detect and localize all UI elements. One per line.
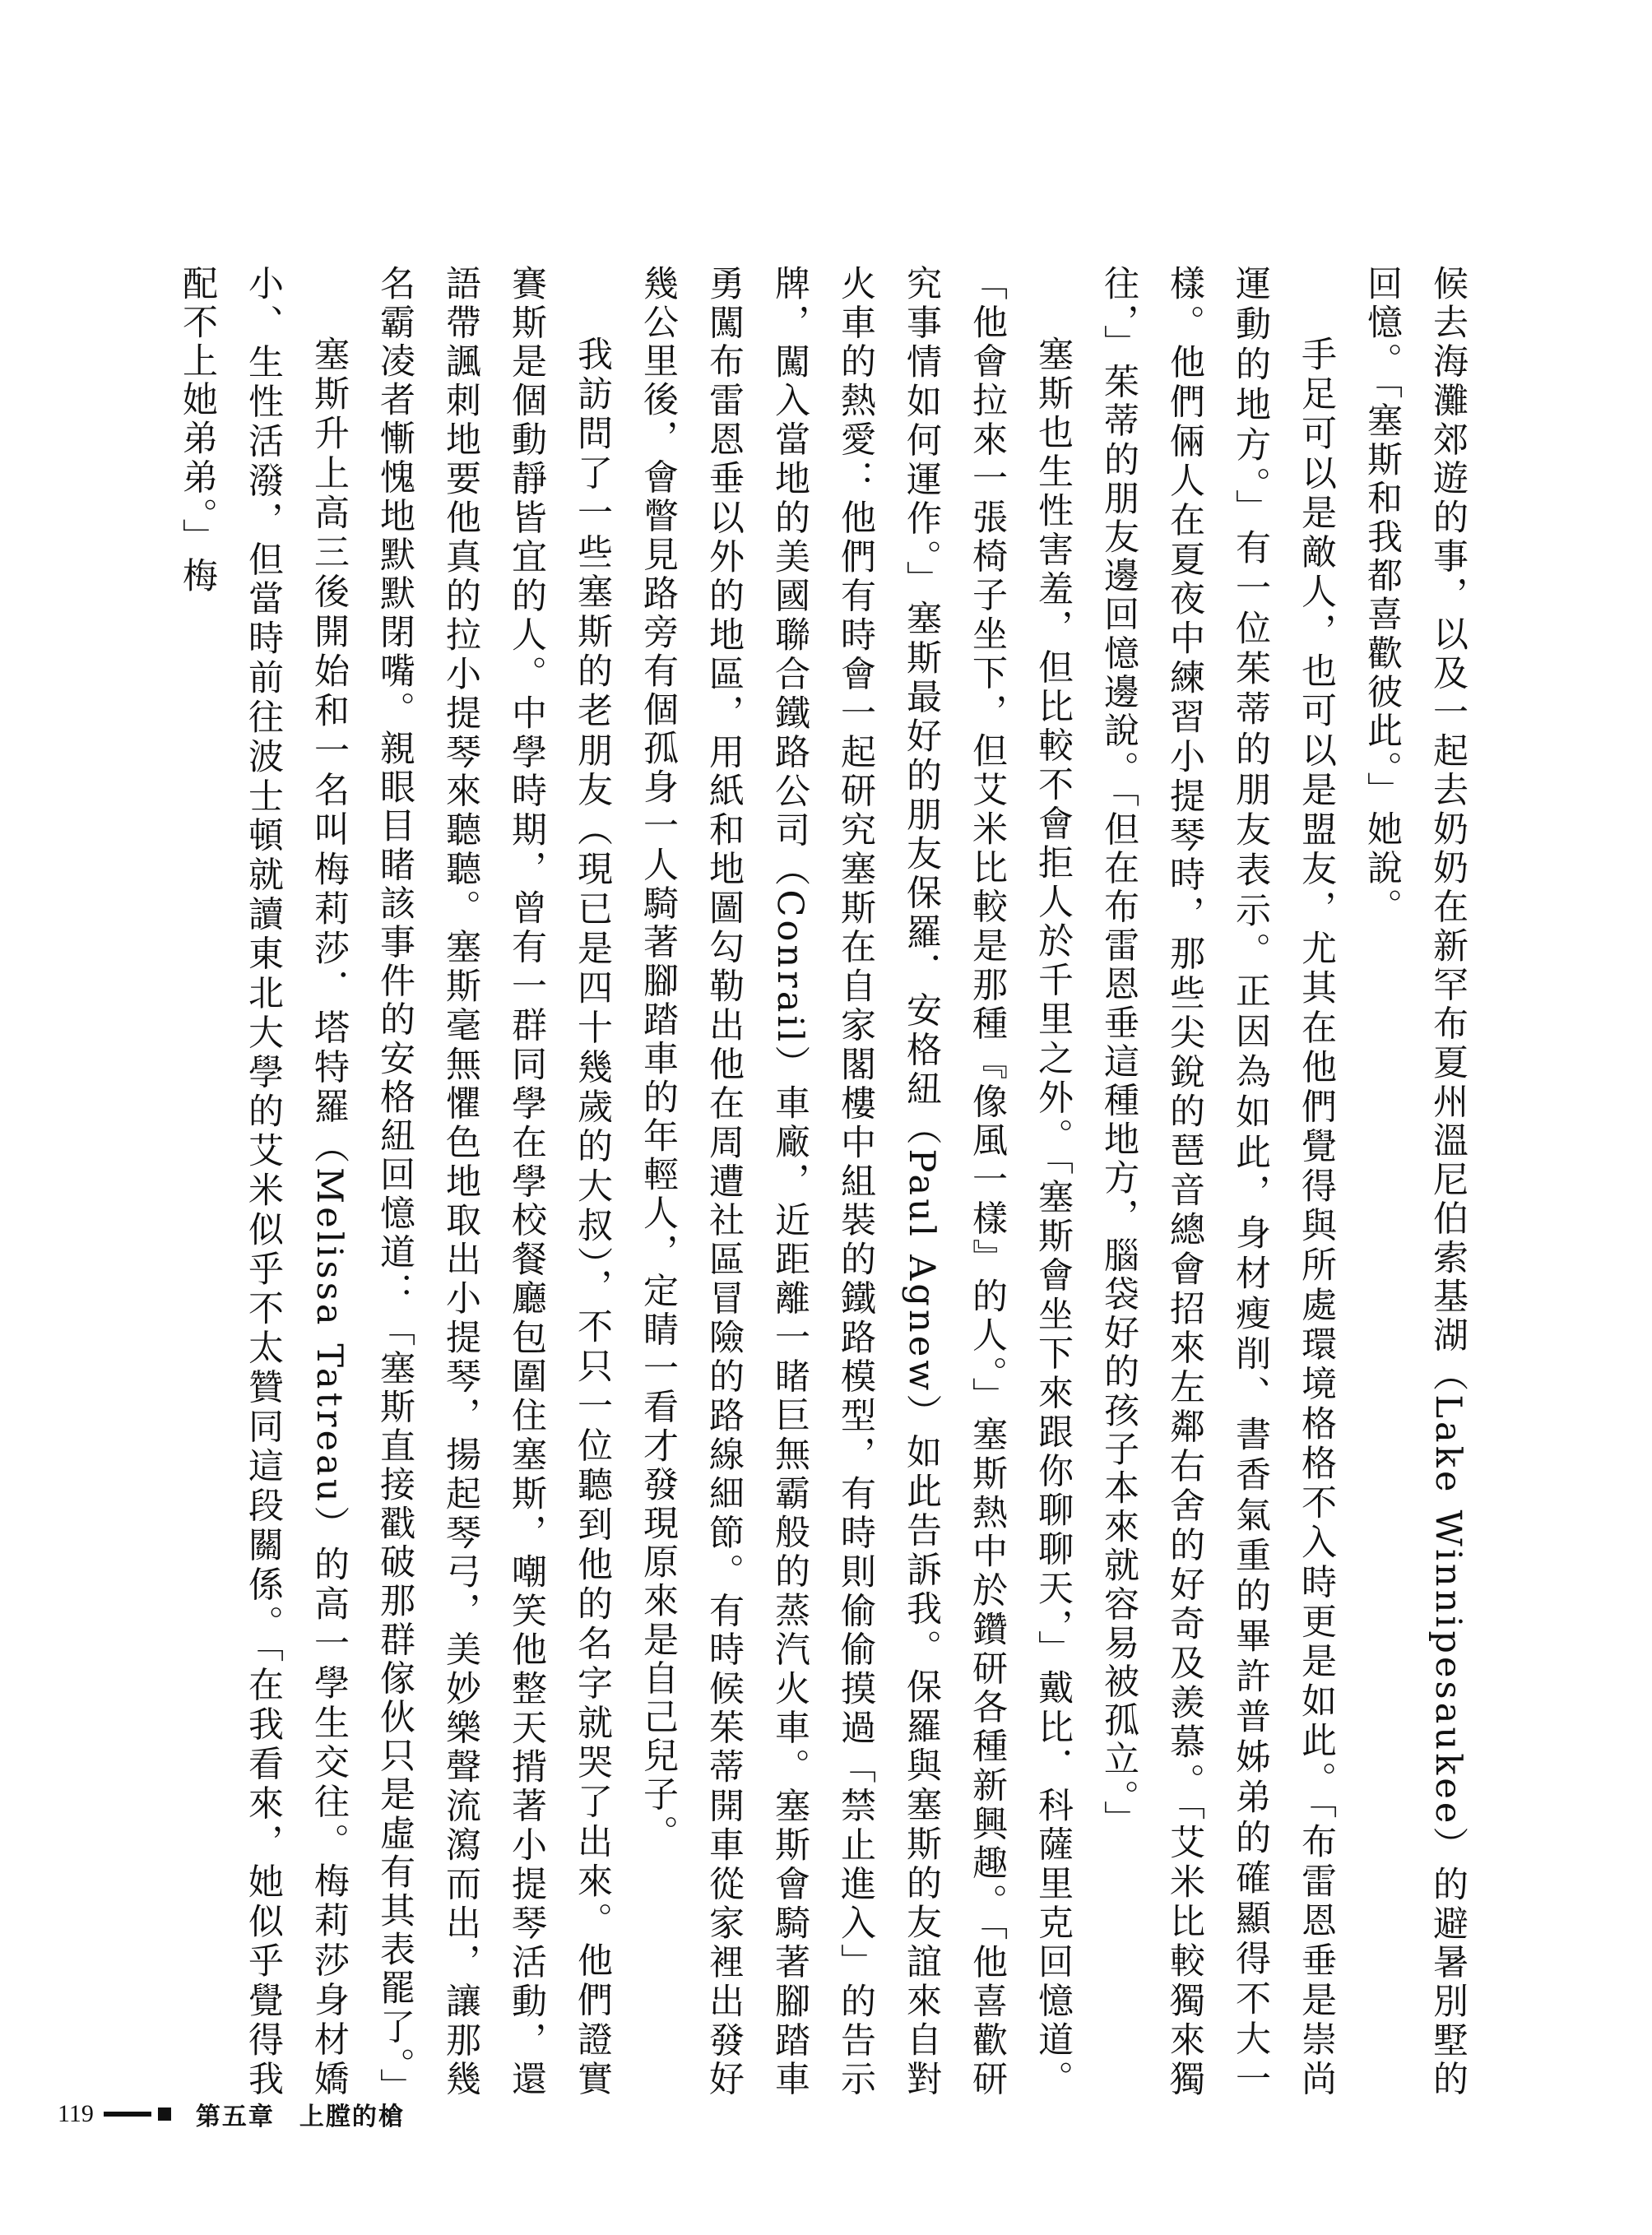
chapter-label: 第五章 — [195, 2103, 275, 2131]
paragraph-3: 塞斯也生性害羞，但比較不會拒人於千里之外。「塞斯會坐下來跟你聊聊天，」戴比．科薩里克回憶道。「他會拉來一張椅子坐下，但艾米比較是那種『像風一樣』的人。」塞斯熱中於鑽研各種新興趣。「他喜歡研究事情如何運作。」塞斯最好的朋友保羅．安格紐（Paul Agnew）如此告訴我。保羅與塞斯的友誼來自對火車的熱愛：他們有時會一起研究塞斯在自家閣樓中組裝的鐵路模型，有時則偷偷摸過「禁止進入」的告示牌，闖入當地的美國聯合鐵路公司（Conrail）車廠，近距離一睹巨無霸般的蒸汽火車。塞斯會騎著腳踏車勇闖布雷恩垂以外的地區，用紙和地圖勾勒出他在周遭社區冒險的路線細節。有時候茱蒂開車從家裡出發好幾公里後，會瞥見路旁有個孤身一人騎著腳踏車的年輕人，定睛一看才發現原來是自己兒子。 — [638, 265, 1074, 2099]
paragraph-4: 我訪問了一些塞斯的老朋友（現已是四十幾歲的大叔），不只一位聽到他的名字就哭了出來。他們證實賽斯是個動靜皆宜的人。中學時期，曾有一群同學在學校餐廳包圍住塞斯，嘲笑他整天揹著小提琴活動，還語帶諷刺地要他真的拉小提琴來聽聽。塞斯毫無懼色地取出小提琴，揚起琴弓，美妙樂聲流瀉而出，讓那幾名霸凌者慚愧地默默閉嘴。親眼目睹該事件的安格紐回憶道：「塞斯直接戳破那群傢伙只是虛有其表罷了。」 — [374, 265, 613, 2107]
footer-square-icon — [158, 2107, 171, 2121]
paragraph-2: 手足可以是敵人，也可以是盟友，尤其在他們覺得與所處環境格格不入時更是如此。「布雷恩垂是崇尚運動的地方。」有一位茱蒂的朋友表示。正因為如此，身材瘦削、書香氣重的畢許普姊弟的確顯得不大一樣。他們倆人在夏夜中練習小提琴時，那些尖銳的琶音總會招來左鄰右舍的好奇及羨慕。「艾米比較獨來獨往，」茱蒂的朋友邊回憶邊說。「但在布雷恩垂這種地方，腦袋好的孩子本來就容易被孤立。」 — [1098, 265, 1337, 2099]
chapter-title: 上膛的槍 — [299, 2103, 405, 2131]
vertical-text-body — [165, 265, 1481, 2107]
page-footer — [58, 2098, 405, 2131]
page-number: 119 — [58, 2100, 94, 2127]
footer-rule-icon — [104, 2112, 151, 2117]
paragraph-1: 候去海灘郊遊的事，以及一起去奶奶在新罕布夏州溫尼伯索基湖（Lake Winnipesaukee）的避暑別墅的回憶。「塞斯和我都喜歡彼此。」她說。 — [1362, 265, 1469, 2099]
paragraph-5: 塞斯升上高三後開始和一名叫梅莉莎．塔特羅（Melissa Tatreau）的高一學生交往。梅莉莎身材嬌小、生性活潑，但當時前往波士頓就讀東北大學的艾米似乎不太贊同這段關係。「在我看來，她似乎覺得我配不上她弟弟。」梅 — [177, 265, 350, 2099]
